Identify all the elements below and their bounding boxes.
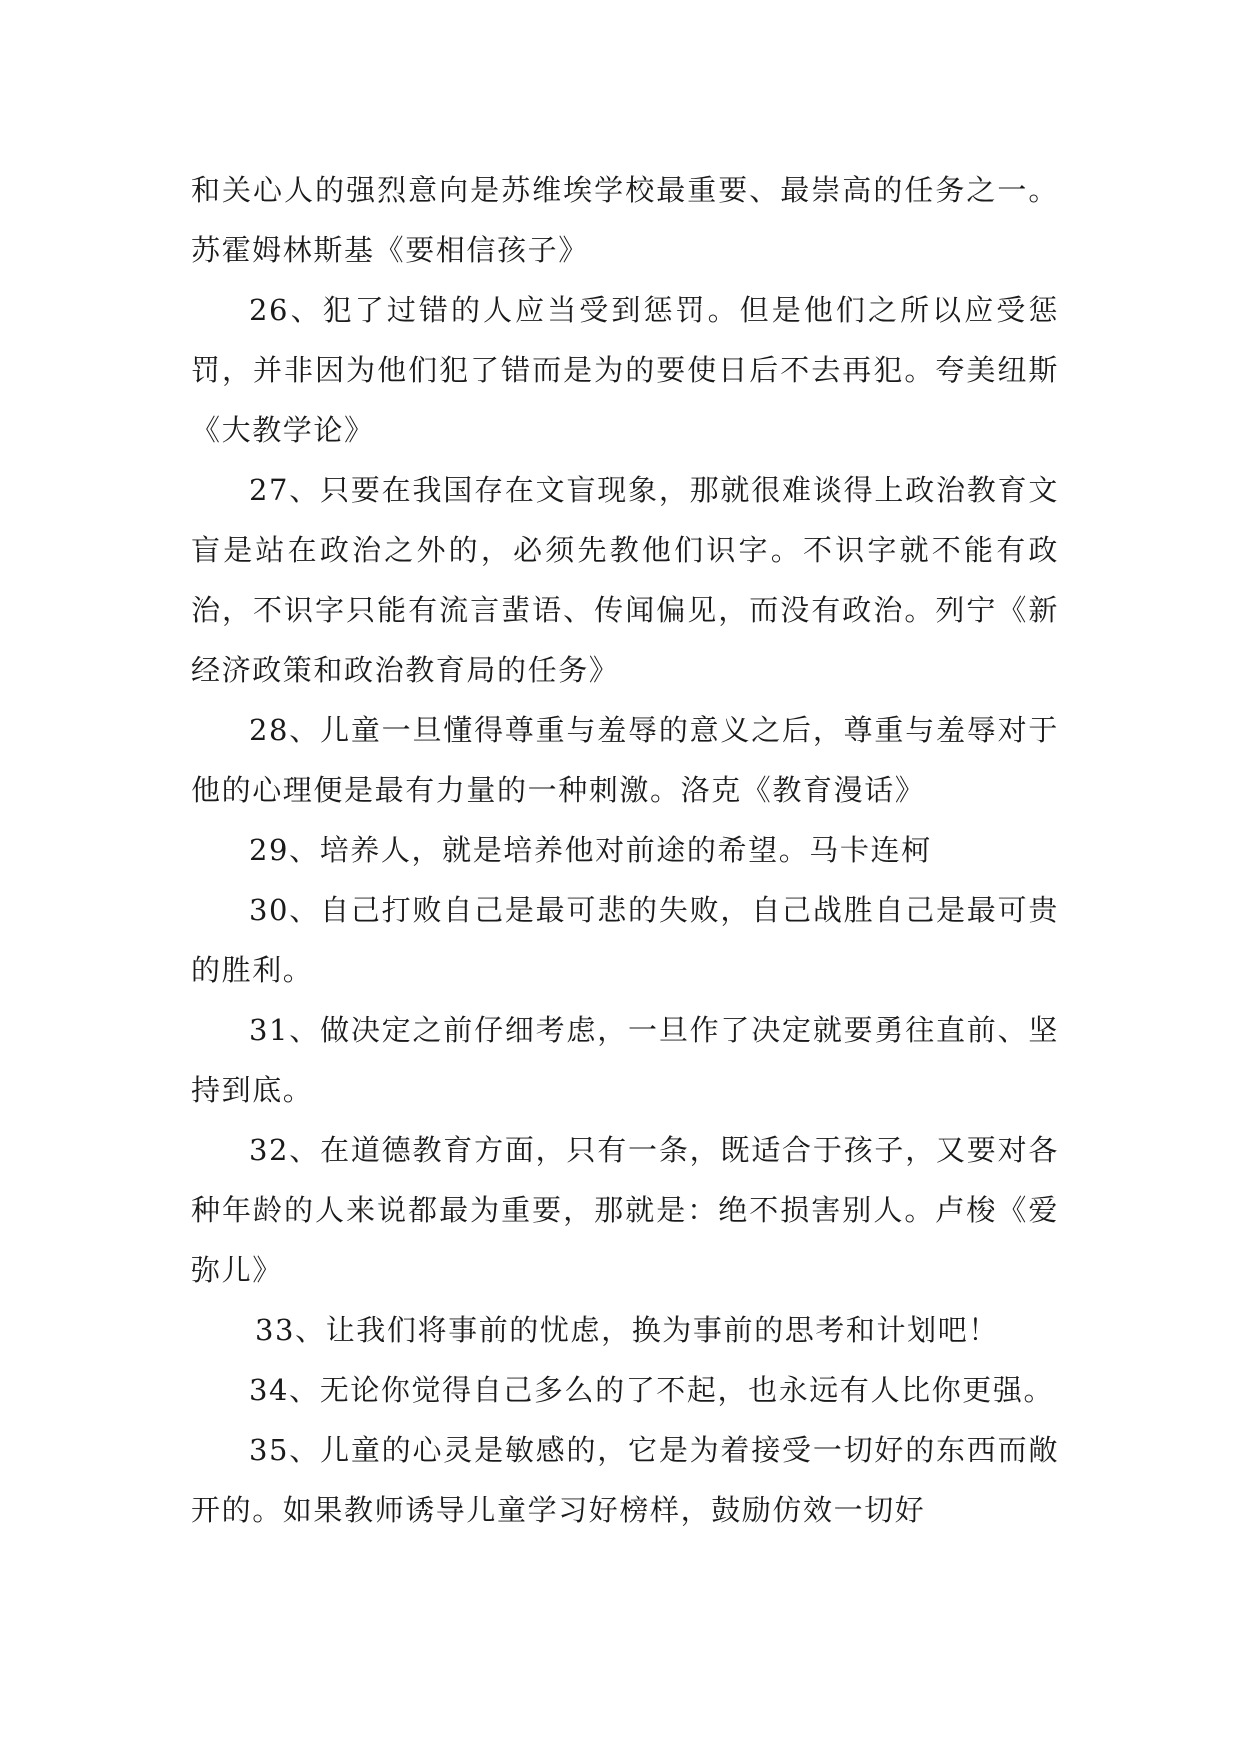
- paragraph-33: 33、让我们将事前的忧虑，换为事前的思考和计划吧！: [255, 1313, 999, 1347]
- paragraph-35: 35、儿童的心灵是敏感的，它是为着接受一切好的东西而敞开的。如果教师诱导儿童学习好榜样，鼓励仿效一切好: [191, 1433, 1059, 1527]
- paragraph-continuation: 和关心人的强烈意向是苏维埃学校最重要、最崇高的任务之一。苏霍姆林斯基《要相信孩子》: [191, 173, 1059, 267]
- document-body: [191, 160, 1059, 1540]
- paragraph-29: 29、培养人，就是培养他对前途的希望。马卡连柯: [249, 833, 932, 867]
- paragraph-30: 30、自己打败自己是最可悲的失败，自己战胜自己是最可贵的胜利。: [191, 893, 1059, 987]
- paragraph-32: 32、在道德教育方面，只有一条，既适合于孩子，又要对各种年龄的人来说都最为重要，那就是：绝不损害别人。卢梭《爱弥儿》: [191, 1133, 1059, 1287]
- paragraph-26: 26、犯了过错的人应当受到惩罚。但是他们之所以应受惩罚，并非因为他们犯了错而是为的要使日后不去再犯。夸美纽斯《大教学论》: [191, 293, 1059, 447]
- paragraph-31: 31、做决定之前仔细考虑，一旦作了决定就要勇往直前、坚持到底。: [191, 1013, 1059, 1107]
- paragraph-28: 28、儿童一旦懂得尊重与羞辱的意义之后，尊重与羞辱对于他的心理便是最有力量的一种刺激。洛克《教育漫话》: [191, 713, 1059, 807]
- paragraph-34: 34、无论你觉得自己多么的了不起，也永远有人比你更强。: [249, 1373, 1055, 1407]
- paragraph-27: 27、只要在我国存在文盲现象，那就很难谈得上政治教育文盲是站在政治之外的，必须先教他们识字。不识字就不能有政治，不识字只能有流言蜚语、传闻偏见，而没有政治。列宁《新经济政策和政治教育局的任务》: [191, 473, 1059, 687]
